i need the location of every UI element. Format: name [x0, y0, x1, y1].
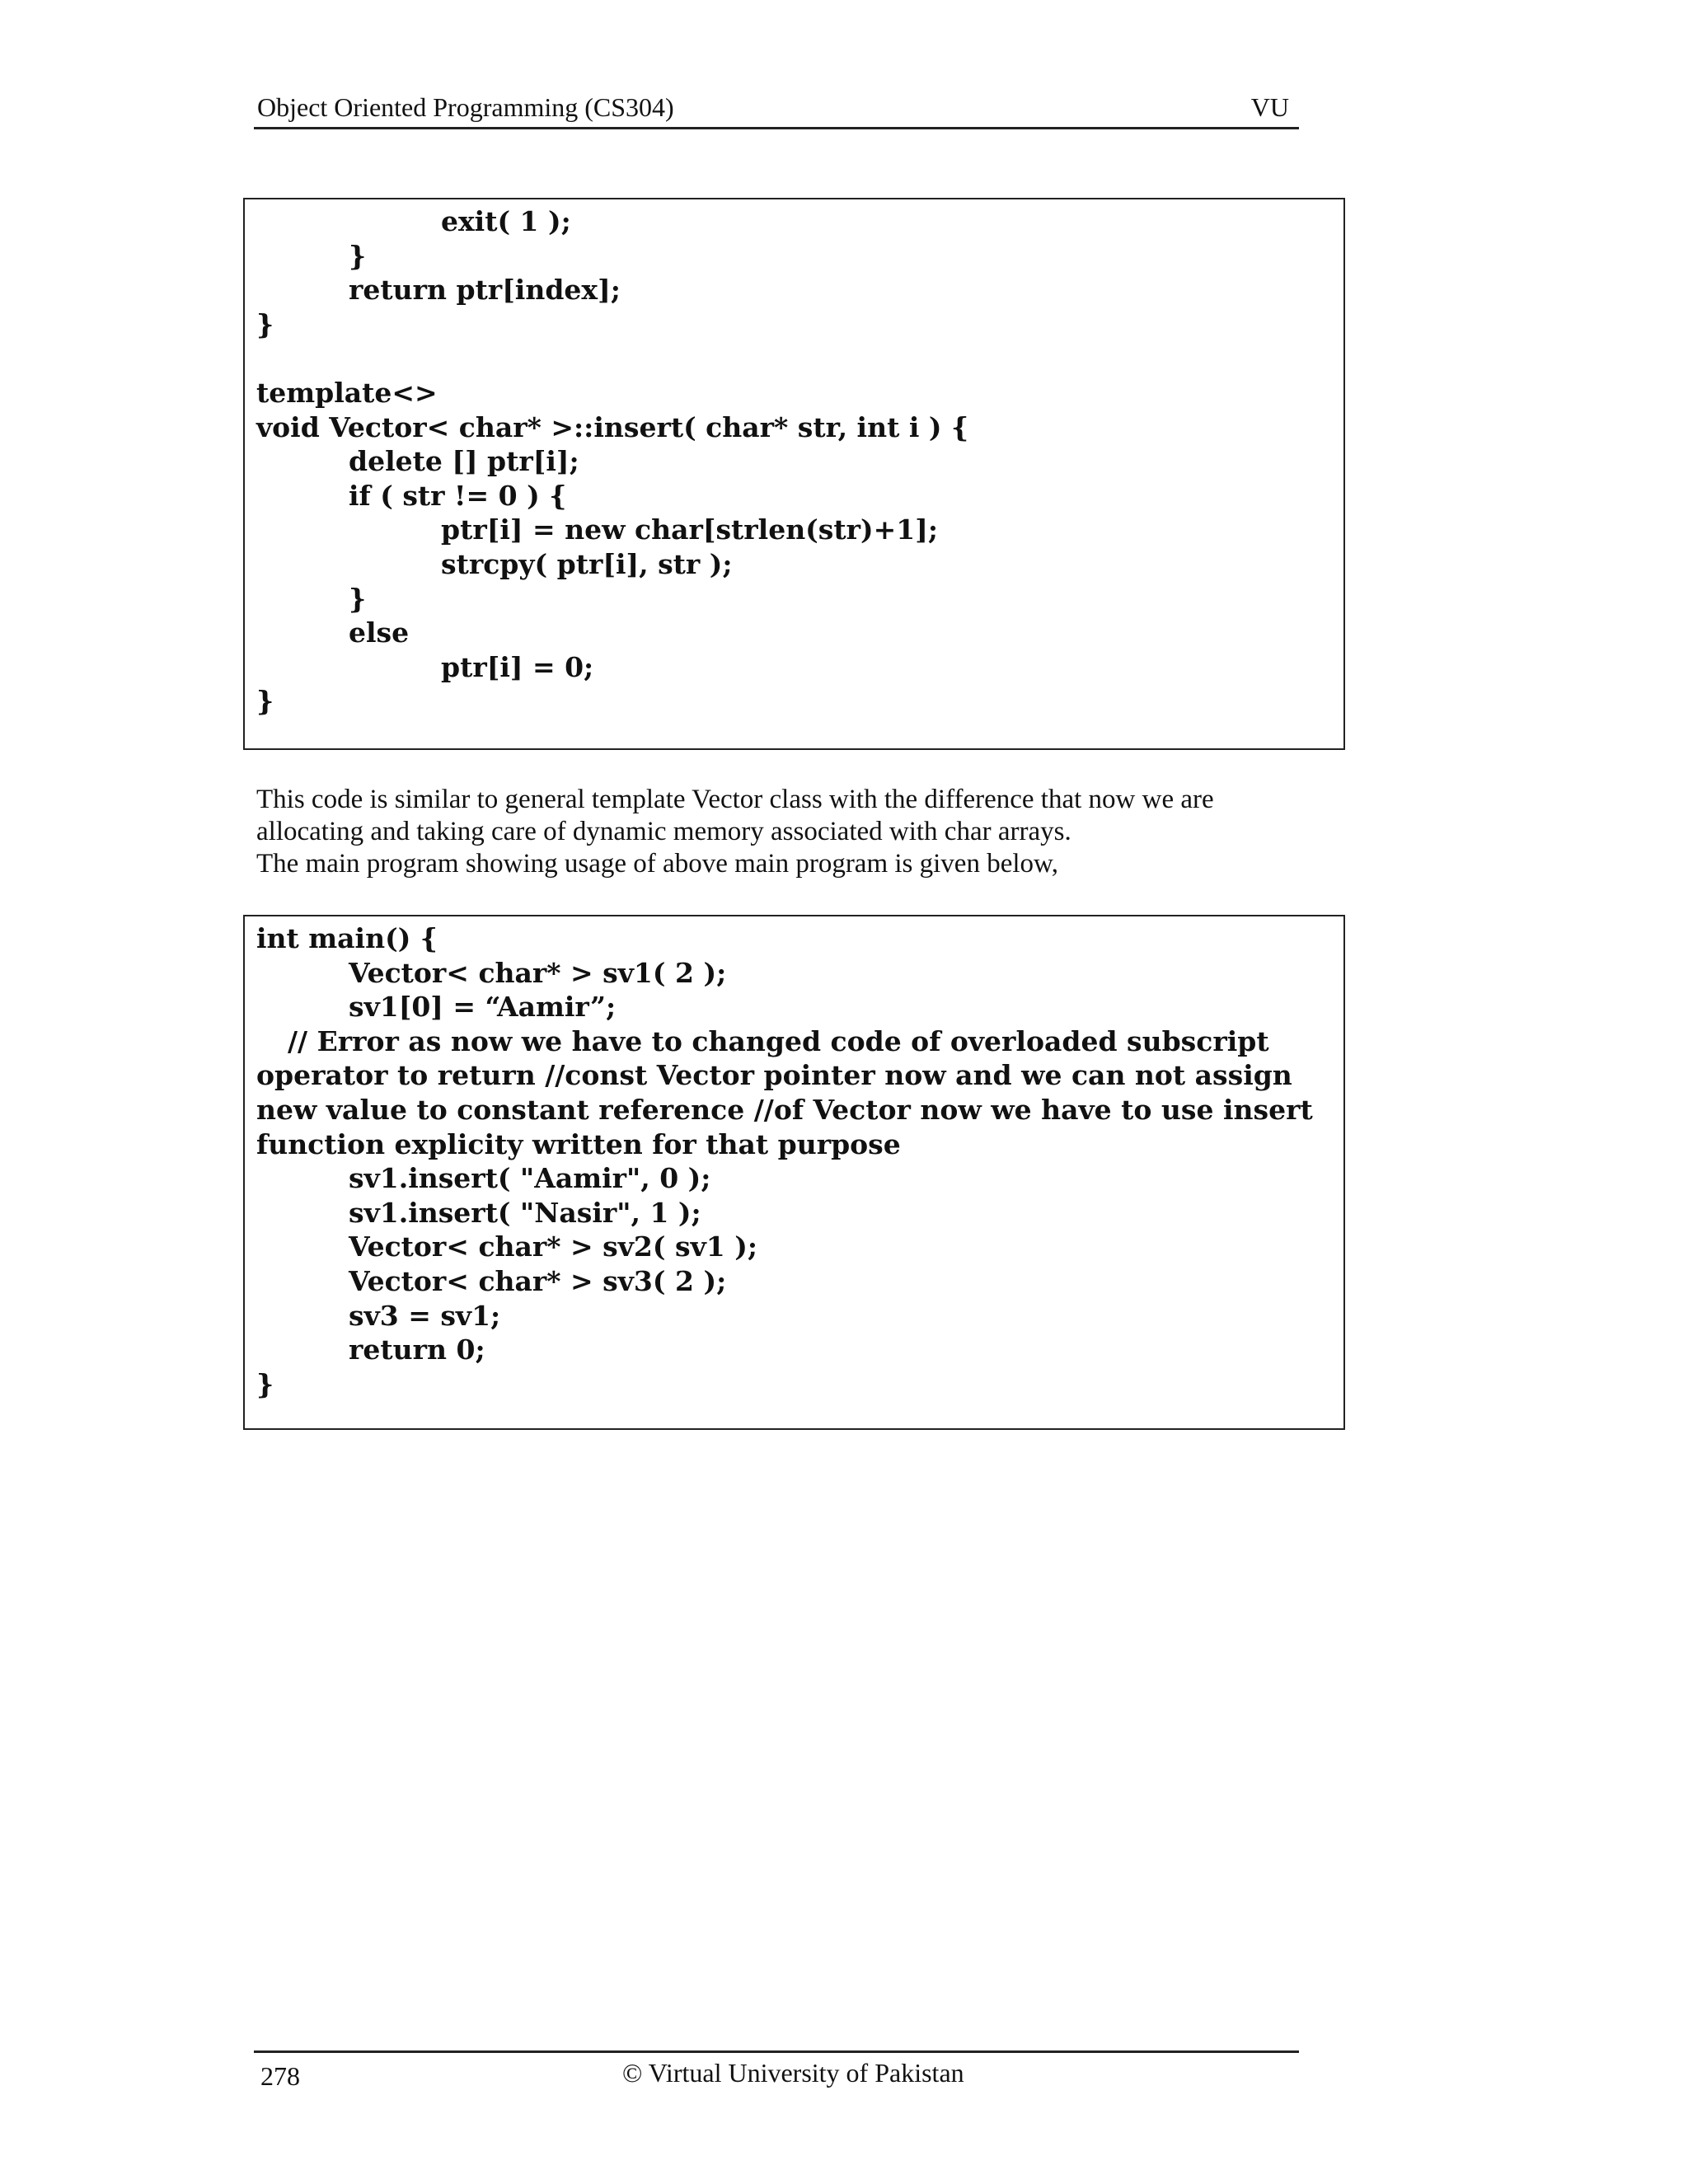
code-line: Vector< char* > sv3( 2 );: [349, 1264, 727, 1297]
code-line: ptr[i] = 0;: [441, 650, 594, 683]
code-line: sv3 = sv1;: [349, 1299, 501, 1332]
code-line: Vector< char* > sv2( sv1 );: [349, 1230, 757, 1263]
code-line: }: [256, 1367, 274, 1400]
code-line: Vector< char* > sv1( 2 );: [349, 956, 727, 989]
explanation-paragraph: [256, 784, 1328, 880]
page-footer: [254, 2050, 1299, 2102]
code-line: }: [349, 582, 367, 615]
copyright-notice: © Virtual University of Pakistan: [622, 2058, 964, 2088]
code-line: return 0;: [349, 1333, 485, 1366]
paragraph-line: This code is similar to general template Vector class with the difference that now we are: [256, 785, 1214, 814]
code-block-main: [243, 915, 1345, 1430]
code-line: sv1.insert( "Nasir", 1 );: [349, 1196, 701, 1229]
code-line: }: [349, 239, 367, 272]
code-block-template-specialization: [243, 198, 1345, 750]
paragraph-line: The main program showing usage of above main program is given below,: [256, 849, 1058, 879]
page-number: 278: [260, 2061, 300, 2091]
code-line: sv1[0] = “Aamir”;: [349, 991, 617, 1024]
code-line: }: [256, 307, 274, 340]
code-line: int main() {: [256, 922, 438, 954]
paragraph-line: allocating and taking care of dynamic memory associated with char arrays.: [256, 817, 1071, 846]
code-line: exit( 1 );: [441, 205, 571, 237]
code-comment: // Error as now we have to changed code of overloaded subscript operator to return //const Vector pointer now and we can not assign new value to constant reference //of Vector now we have to use insert function explicity written for that purpose: [256, 1024, 1313, 1160]
code-line: return ptr[index];: [349, 274, 621, 307]
code-line: ptr[i] = new char[strlen(str)+1];: [441, 513, 939, 546]
code-line: void Vector< char* >::insert( char* str, int i ) {: [256, 410, 969, 443]
code-line: if ( str != 0 ) {: [349, 479, 567, 512]
code-line: else: [349, 616, 410, 649]
code-line: delete [] ptr[i];: [349, 445, 579, 478]
code-line: strcpy( ptr[i], str );: [441, 547, 733, 580]
header-org: VU: [1250, 92, 1289, 122]
code-line: template<>: [256, 376, 438, 409]
code-line-blank: [256, 341, 1332, 376]
page-header: [254, 89, 1299, 129]
code-line: sv1.insert( "Aamir", 0 );: [349, 1162, 711, 1195]
code-line: }: [256, 685, 274, 718]
course-title: Object Oriented Programming (CS304): [257, 92, 674, 122]
